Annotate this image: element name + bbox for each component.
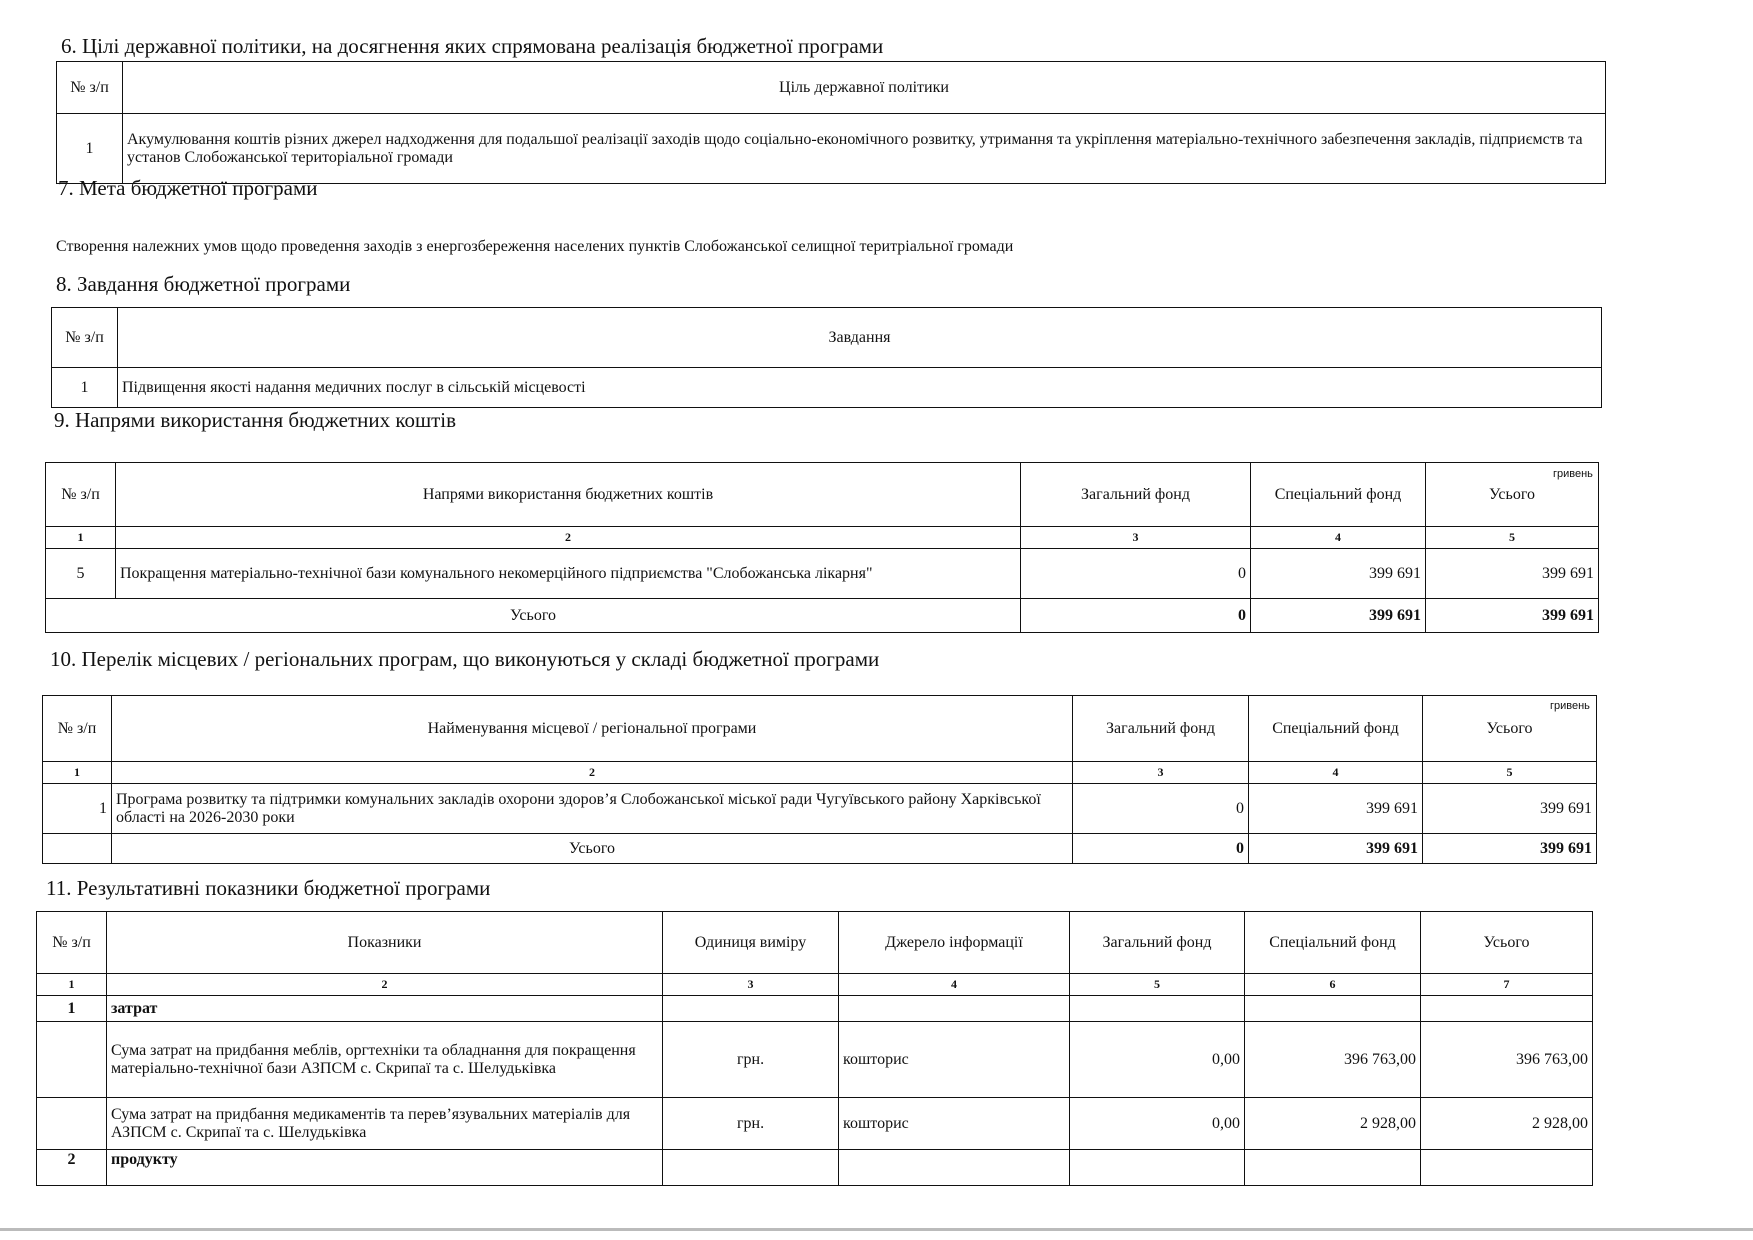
- col-num: 4: [1249, 762, 1423, 784]
- header-no: № з/п: [43, 696, 112, 762]
- col-num: 5: [1426, 527, 1599, 549]
- row-no: 1: [43, 784, 112, 834]
- total-row: [46, 599, 1599, 633]
- row-total: 2 928,00: [1421, 1098, 1593, 1150]
- total-total: 399 691: [1426, 599, 1599, 633]
- row-unit: грн.: [663, 1098, 839, 1150]
- total-general: 0: [1021, 599, 1251, 633]
- col-num: 5: [1070, 974, 1245, 996]
- row-general: 0,00: [1070, 1022, 1245, 1098]
- column-numbers: [46, 527, 1599, 549]
- header-direction: Напрями використання бюджетних коштів: [116, 463, 1021, 527]
- total-total: 399 691: [1423, 834, 1597, 864]
- row-special: 399 691: [1249, 784, 1423, 834]
- section-7-title: 7. Мета бюджетної програми: [58, 176, 318, 200]
- performance-indicators-table: [36, 911, 1593, 1186]
- row-no: 1: [52, 368, 118, 408]
- section-6-title: 6. Цілі державної політики, на досягнення яких спрямована реалізація бюджетної програми: [61, 34, 884, 58]
- table-row: [57, 114, 1606, 184]
- table-row: [37, 1022, 1593, 1098]
- total-label: Усього: [46, 599, 1021, 633]
- policy-goals-table: [56, 61, 1606, 184]
- header-general-fund: Загальний фонд: [1073, 696, 1249, 762]
- budget-directions-table: [45, 462, 1599, 633]
- row-total: 399 691: [1423, 784, 1597, 834]
- row-text: Акумулювання коштів різних джерел надходження для подальшої реалізації заходів щодо соціально-економічного розвитку, утримання та укріплення матеріально-технічного забезпечення закладів, підприємств та установ Слобожанської територіальної громади: [123, 114, 1606, 184]
- col-num: 3: [1021, 527, 1251, 549]
- header-total: Усього: [1423, 696, 1597, 762]
- table-row: [37, 1098, 1593, 1150]
- col-num: 4: [1251, 527, 1426, 549]
- col-num: 2: [112, 762, 1073, 784]
- table-row: [52, 368, 1602, 408]
- row-source: кошторис: [839, 1098, 1070, 1150]
- header-no: № з/п: [46, 463, 116, 527]
- col-num: 5: [1423, 762, 1597, 784]
- row-special: 399 691: [1251, 549, 1426, 599]
- row-text: Сума затрат на придбання меблів, оргтехніки та обладнання для покращення матеріально-технічної бази АЗПСМ с. Скрипаї та с. Шелудьківка: [107, 1022, 663, 1098]
- header-program: Найменування місцевої / регіональної програми: [112, 696, 1073, 762]
- header-goal: Ціль державної політики: [123, 62, 1606, 114]
- header-no: № з/п: [52, 308, 118, 368]
- local-programs-table: [42, 695, 1597, 864]
- row-general: 0: [1073, 784, 1249, 834]
- header-total: Усього: [1421, 912, 1593, 974]
- row-general: 0,00: [1070, 1098, 1245, 1150]
- col-num: 1: [46, 527, 116, 549]
- total-general: 0: [1073, 834, 1249, 864]
- row-no: 5: [46, 549, 116, 599]
- row-unit: грн.: [663, 1022, 839, 1098]
- col-num: 6: [1245, 974, 1421, 996]
- table-row: [43, 784, 1597, 834]
- header-no: № з/п: [37, 912, 107, 974]
- tasks-table: [51, 307, 1602, 408]
- row-text: Покращення матеріально-технічної бази комунального некомерційного підприємства "Слобожанська лікарня": [116, 549, 1021, 599]
- col-num: 2: [107, 974, 663, 996]
- row-source: кошторис: [839, 1022, 1070, 1098]
- header-total: Усього: [1426, 463, 1599, 527]
- col-num: 7: [1421, 974, 1593, 996]
- row-no: 1: [57, 114, 123, 184]
- header-special-fund: Спеціальний фонд: [1245, 912, 1421, 974]
- header-general-fund: Загальний фонд: [1070, 912, 1245, 974]
- column-numbers: [37, 974, 1593, 996]
- program-purpose: Створення належних умов щодо проведення заходів з енергозбереження населених пунктів Слобожанської селищної теритріальної громади: [56, 238, 1014, 255]
- currency-unit: гривень: [1550, 700, 1590, 712]
- row-total: 399 691: [1426, 549, 1599, 599]
- header-task: Завдання: [118, 308, 1602, 368]
- total-label: Усього: [112, 834, 1073, 864]
- currency-unit: гривень: [1553, 468, 1593, 480]
- total-special: 399 691: [1249, 834, 1423, 864]
- col-num: 3: [663, 974, 839, 996]
- group-label: затрат: [107, 996, 663, 1022]
- section-11-title: 11. Результативні показники бюджетної програми: [46, 876, 491, 900]
- total-special: 399 691: [1251, 599, 1426, 633]
- row-total: 396 763,00: [1421, 1022, 1593, 1098]
- col-num: 4: [839, 974, 1070, 996]
- header-indicators: Показники: [107, 912, 663, 974]
- group-label: продукту: [107, 1150, 663, 1186]
- section-9-title: 9. Напрями використання бюджетних коштів: [54, 408, 457, 432]
- total-row: [43, 834, 1597, 864]
- col-num: 1: [37, 974, 107, 996]
- header-unit: Одиниця виміру: [663, 912, 839, 974]
- group-row: [37, 1150, 1593, 1186]
- row-general: 0: [1021, 549, 1251, 599]
- col-num: 3: [1073, 762, 1249, 784]
- col-num: 2: [116, 527, 1021, 549]
- scan-edge-divider: [0, 1228, 1753, 1231]
- row-text: Сума затрат на придбання медикаментів та перев’язувальних матеріалів для АЗПСМ с. Скрипаї та с. Шелудьківка: [107, 1098, 663, 1150]
- group-no: 1: [37, 996, 107, 1022]
- column-numbers: [43, 762, 1597, 784]
- section-10-title: 10. Перелік місцевих / регіональних програм, що виконуються у складі бюджетної програми: [50, 647, 880, 671]
- col-num: 1: [43, 762, 112, 784]
- group-row: [37, 996, 1593, 1022]
- section-8-title: 8. Завдання бюджетної програми: [56, 272, 351, 296]
- row-text: Підвищення якості надання медичних послуг в сільській місцевості: [118, 368, 1602, 408]
- header-special-fund: Спеціальний фонд: [1251, 463, 1426, 527]
- row-special: 2 928,00: [1245, 1098, 1421, 1150]
- row-special: 396 763,00: [1245, 1022, 1421, 1098]
- header-no: № з/п: [57, 62, 123, 114]
- row-text: Програма розвитку та підтримки комунальних закладів охорони здоров’я Слобожанської міської ради Чугуївського району Харківської області на 2026-2030 роки: [112, 784, 1073, 834]
- header-special-fund: Спеціальний фонд: [1249, 696, 1423, 762]
- table-row: [46, 549, 1599, 599]
- header-source: Джерело інформації: [839, 912, 1070, 974]
- header-general-fund: Загальний фонд: [1021, 463, 1251, 527]
- group-no: 2: [37, 1150, 107, 1186]
